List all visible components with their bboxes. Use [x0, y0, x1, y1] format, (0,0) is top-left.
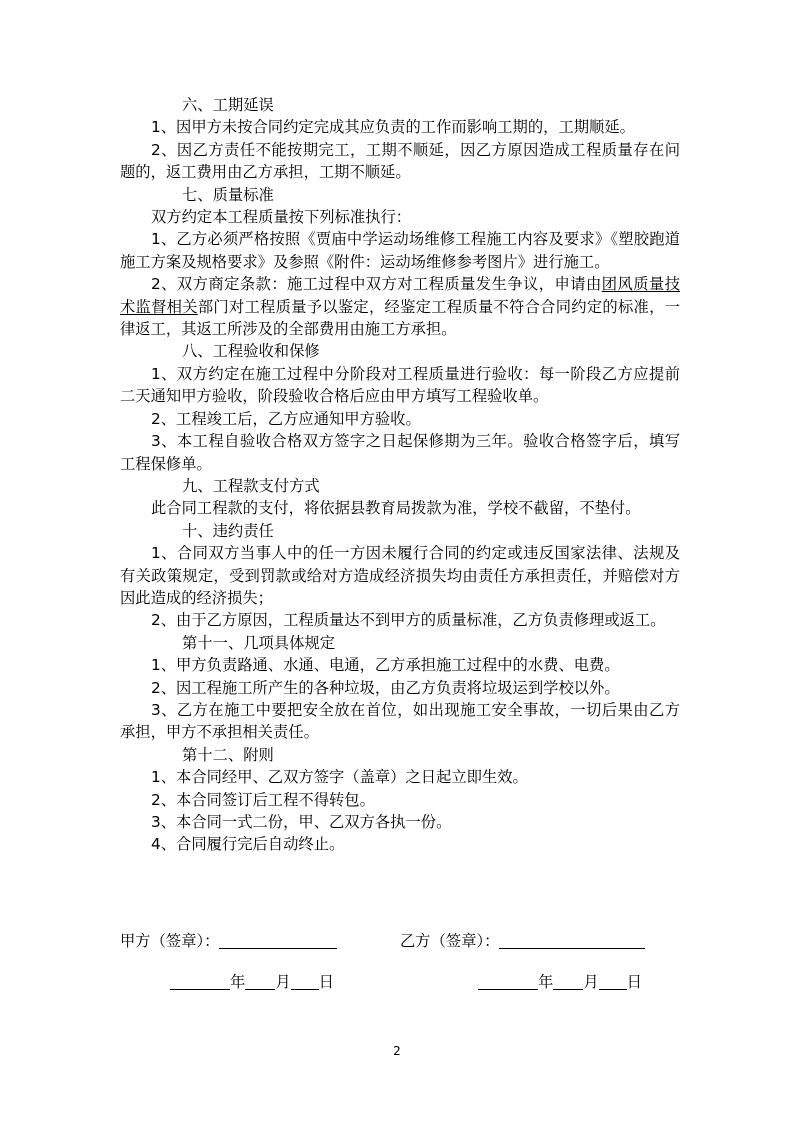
- clause: 1、双方约定在施工过程中分阶段对工程质量进行验收：每一阶段乙方应提前二天通知甲方验收，阶段验收合格后应由甲方填写工程验收单。: [120, 364, 680, 406]
- clause: 1、因甲方未按合同约定完成其应负责的工作而影响工期的，工期顺延。: [151, 118, 635, 137]
- day-label: 日: [626, 973, 642, 991]
- clause: 1、甲方负责路通、水通、电通，乙方承担施工过程中的水费、电费。: [151, 656, 620, 675]
- contract-body: [120, 94, 680, 856]
- section-number: 八、: [182, 342, 213, 361]
- underlined-authority: 团风质量技术监督相关: [120, 275, 680, 316]
- section-number: 六、: [182, 96, 213, 114]
- clause: 2、工程竣工后，乙方应通知甲方验收。: [151, 409, 421, 428]
- party-a-date: [170, 971, 334, 993]
- clause: 2、本合同签订后工程不得转包。: [151, 790, 375, 809]
- year-blank: [170, 973, 230, 990]
- party-a-signature-line: [219, 932, 337, 949]
- clause: 2、由于乙方原因，工程质量达不到甲方的质量标准，乙方负责修理或返工。: [151, 611, 666, 630]
- month-label: 月: [583, 973, 599, 991]
- clause: 2、因工程施工所产生的各种垃圾，由乙方负责将垃圾运到学校以外。: [151, 678, 620, 697]
- year-label: 年: [538, 973, 554, 991]
- party-b-signature: [400, 930, 645, 952]
- party-a-label: 甲方（签章）：: [120, 932, 220, 950]
- page-number: 2: [393, 1044, 401, 1058]
- clause: 2、因乙方责任不能按期完工，工期不顺延，因乙方原因造成工程质量存在问题的，返工费用由乙方承担，工期不顺延。: [120, 140, 680, 182]
- clause-text: 2、双方商定条款：施工过程中双方对工程质量发生争议，申请由: [151, 275, 602, 294]
- year-label: 年: [230, 973, 246, 991]
- section-heading-11: [120, 632, 680, 654]
- day-blank: [599, 973, 627, 990]
- section-heading-7: [120, 184, 680, 206]
- month-blank: [245, 973, 275, 990]
- section-number: 第十二、: [182, 745, 244, 764]
- clause: 1、合同双方当事人中的任一方因未履行合同的约定或违反国家法律、法规及有关政策规定，受到罚款或给对方造成经济损失均由责任方承担责任，并赔偿对方因此造成的经济损失；: [120, 544, 680, 607]
- month-label: 月: [275, 973, 291, 991]
- clause: 3、本工程自验收合格双方签字之日起保修期为三年。验收合格签字后，填写工程保修单。: [120, 432, 680, 473]
- section-heading-10: [120, 520, 680, 542]
- clause: 1、乙方必须严格按照《贾庙中学运动场维修工程施工内容及要求》《塑胶跑道施工方案及规格要求》及参照《附件：运动场维修参考图片》进行施工。: [120, 230, 680, 271]
- clause: 3、乙方在施工中要把安全放在首位，如出现施工安全事故，一切后果由乙方承担，甲方不承担相关责任。: [120, 700, 680, 742]
- section-heading-8: [120, 340, 680, 362]
- section-heading-6: [120, 94, 680, 116]
- clause: 此合同工程款的支付，将依据县教育局拨款为准，学校不截留，不垫付。: [151, 499, 641, 518]
- year-blank: [478, 973, 538, 990]
- section-title: 几项具体规定: [243, 633, 335, 652]
- section-title: 质量标准: [212, 185, 274, 204]
- section-heading-9: [120, 475, 680, 497]
- party-b-label: 乙方（签章）：: [400, 932, 500, 950]
- clause: 4、合同履行完后自动终止。: [151, 835, 345, 854]
- party-a-signature: [120, 930, 337, 952]
- section-title: 工期延误: [212, 96, 274, 114]
- day-blank: [291, 973, 319, 990]
- clause: 3、本合同一式二份，甲、乙双方各执一份。: [151, 813, 452, 831]
- section-number: 七、: [182, 185, 213, 204]
- day-label: 日: [318, 973, 334, 991]
- section-title: 工程验收和保修: [212, 342, 320, 361]
- party-b-date: [478, 971, 642, 993]
- clause-text: 部门对工程质量予以鉴定，经鉴定工程质量不符合合同约定的标准，一律返工，其返工所涉及的全部费用由施工方承担。: [120, 297, 680, 339]
- section-number: 九、: [182, 476, 213, 495]
- clause-intro: 双方约定本工程质量按下列标准执行：: [151, 208, 412, 227]
- month-blank: [553, 973, 583, 990]
- clause: 1、本合同经甲、乙双方签字（盖章）之日起立即生效。: [151, 768, 528, 787]
- clause: [120, 273, 680, 340]
- section-title: 工程款支付方式: [212, 476, 320, 495]
- section-heading-12: [120, 744, 680, 766]
- section-number: 第十一、: [182, 633, 244, 652]
- party-b-signature-line: [499, 932, 645, 949]
- section-title: 违约责任: [212, 521, 274, 540]
- section-title: 附则: [243, 745, 274, 764]
- section-number: 十、: [182, 521, 213, 540]
